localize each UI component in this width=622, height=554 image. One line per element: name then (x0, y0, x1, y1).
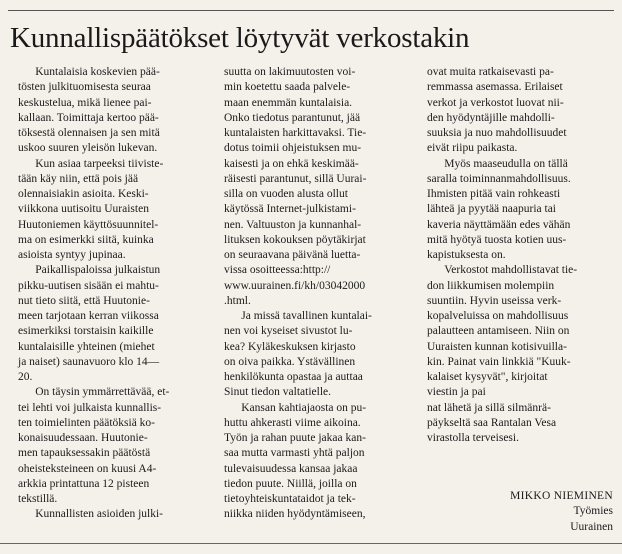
article-line: päykseltä saa Rantalan Vesa (427, 416, 557, 429)
article-line: lituksen kokouksen pöytäkirjat (224, 233, 366, 246)
article-line: suuksia ja nuo mahdollisuudet (427, 127, 567, 139)
article-line: kaveria näyttämään edes vähän (427, 218, 571, 231)
article-line: Ihmisten pitää vain rohkeasti (427, 188, 561, 200)
article-line: tulevaisuudessa kansaa jakaa (224, 462, 358, 475)
article-line: nat lähetä ja sillä silmänrä- (427, 401, 551, 414)
article-line: konaisuudessaan. Huutonie- (18, 432, 148, 444)
article-line: tekstillä. (18, 493, 58, 505)
article-line: asioista syntyy jupinaa. (18, 249, 126, 261)
article-line: Kun asiaa tarpeeksi tiiviste- (18, 157, 164, 170)
article-line: kopalveluissa on mahdollisuus (427, 310, 569, 322)
article-line: ten toimielinten päätöksiä ko- (18, 416, 156, 429)
article-line: nen. Valtuuston ja kunnanhal- (224, 218, 362, 231)
article-line: kaisesti ja on ehkä keskimää- (224, 157, 359, 170)
article-line: tietoyhteiskuntataidot ja tek- (224, 493, 356, 505)
article-line: Työn ja rahan puute jakaa kan- (224, 432, 366, 444)
article-line: Paikallispaloissa julkaistun (18, 264, 161, 277)
article-line: mitä hyötyä tuosta kotien uus- (427, 233, 567, 246)
article-column-3 (427, 65, 613, 446)
article-line: kallaan. Toimittaja kertoo pää- (18, 111, 159, 124)
article-line: esimerkiksi torstaisin kaikille (18, 325, 154, 338)
article-column-1 (18, 65, 204, 523)
author-organization: Työmies (573, 505, 613, 518)
article-line: räisesti parantunut, sillä Uurai- (224, 172, 367, 185)
article-line: Ja missä tavallinen kuntalai- (224, 310, 372, 322)
article-line: viestin ja pai (427, 386, 486, 399)
article-line: Kansan kahtiajaosta on pu- (224, 401, 367, 414)
article-line: oheisteksteineen on kuusi A4- (18, 462, 157, 475)
article-line: saa mutta varmasti yhtä paljon (224, 447, 365, 460)
article-line: nen voi kyseiset sivustot lu- (224, 325, 353, 338)
article-line: olennaisiakin asioita. Keski- (18, 188, 149, 200)
article-line: ma on esimerkki siitä, kuinka (18, 233, 154, 246)
article-line: kin. Painat vain linkkiä "Kuuk- (427, 355, 571, 368)
article-line: virastolla terveisesi. (427, 432, 519, 444)
top-rule (8, 10, 614, 11)
article-line: ovat muita ratkaisevasti pa- (427, 66, 554, 78)
article-line: on seuraavana päivänä luetta- (224, 249, 361, 261)
article-line: 20. (18, 371, 33, 383)
article-line: kuntalaisten harkittavaksi. Tie- (224, 127, 367, 139)
article-line: pikku-uutisen sisään ei mahtu- (18, 279, 159, 292)
article-line: tiedon puute. Niillä, joilla on (224, 477, 357, 490)
article-line: Huutoniemen käyttösuunnitel- (18, 218, 159, 231)
article-line: lähteä ja pyytää naapuria tai (427, 203, 556, 216)
article-line: arkkia printattuna 12 pisteen (18, 477, 150, 490)
article-line: Uuraisten kunnan kotisivuilla- (427, 340, 567, 353)
article-line: tösten julkituomisesta seuraa (18, 81, 151, 94)
article-line: nut tieto siitä, että Huutonie- (18, 294, 150, 307)
article-line: Myös maaseudulla on tällä (427, 157, 568, 170)
article-line: remmassa asemassa. Erilaiset (427, 81, 563, 94)
article-line: kapistuksesta on. (427, 249, 506, 261)
article-line: Onko tiedotus parantunut, jää (224, 111, 361, 124)
article-line: kalaiset kysyvät", kirjoitat (427, 371, 548, 383)
article-line: On täysin ymmärrettävää, et- (18, 386, 170, 399)
article-line: töksestä olennaisen ja sen mitä (18, 127, 160, 139)
article-line: don liikkumisen molempiin (427, 279, 555, 292)
article-line: suutta on lakimuutosten voi- (224, 66, 356, 78)
article-line: ja naiset) saunavuoro klo 14— (18, 355, 160, 368)
article-line: Kuntalaisia koskevien pää- (18, 66, 160, 78)
article-line: min koetettu saada palvele- (224, 81, 351, 94)
article-line: palautteen antamiseen. Niin on (427, 325, 570, 338)
article-line: Kunnallisten asioiden julki- (18, 508, 164, 521)
article-line: suuntiin. Hyvin useissa verk- (427, 294, 562, 307)
article-column-2 (224, 65, 410, 523)
article-line: dotus toimii ohjeistuksen mu- (224, 142, 362, 155)
article-line: saralla toiminnanmahdollisuus. (427, 172, 571, 185)
headline: Kunnallispäätökset löytyvät verkostakin (10, 22, 470, 54)
article-line: tään käy niin, että pois jää (18, 172, 139, 185)
article-line: on oiva paikka. Ystävällinen (224, 355, 356, 368)
article-line: silla on vuoden alusta ollut (224, 188, 348, 200)
article-line: vissa osoitteessa:http:// (224, 264, 331, 277)
article-line: eivät riipu paikasta. (427, 142, 518, 155)
article-line: meen tarjotaan kerran viikossa (18, 310, 159, 322)
article-line: verkot ja verkostot luovat nii- (427, 96, 564, 109)
article-line: Verkostot mahdollistavat tie- (427, 264, 578, 277)
article-line: men tapauksessakin päätöstä (18, 447, 151, 460)
article-line: .html. (224, 294, 251, 307)
article-line: www.uurainen.fi/kh/03042000 (224, 279, 366, 292)
article-line: den hyödyntäjille mahdolli- (427, 111, 555, 124)
article-line: niikka niiden hyödyntämiseen, (224, 508, 366, 521)
article-line: keskustelua, mikä lienee pai- (18, 96, 152, 109)
article-line: käytössä Internet-julkistami- (224, 203, 356, 216)
author-name: MIKKO NIEMINEN (510, 490, 613, 502)
article-line: maan enemmän kuntalaisia. (224, 96, 353, 109)
article-line: tei lehti voi julkaista kunnallis- (18, 401, 162, 414)
article-line: henkilökunta opastaa ja auttaa (224, 371, 363, 383)
article-line: kea? Kyläkeskuksen kirjasto (224, 340, 356, 353)
article-line: uskoo suuren yleisön lukevan. (18, 142, 158, 155)
article-line: Sinut tiedon valtatielle. (224, 386, 331, 399)
article-line: huttu ahkerasti viime aikoina. (224, 416, 361, 429)
article-line: viikkona uutisoitu Uuraisten (18, 203, 149, 216)
author-signature (427, 489, 613, 535)
bottom-rule (0, 543, 622, 544)
article-line: kuntalaisille yhteinen (miehet (18, 340, 155, 353)
author-town: Uurainen (570, 520, 613, 533)
